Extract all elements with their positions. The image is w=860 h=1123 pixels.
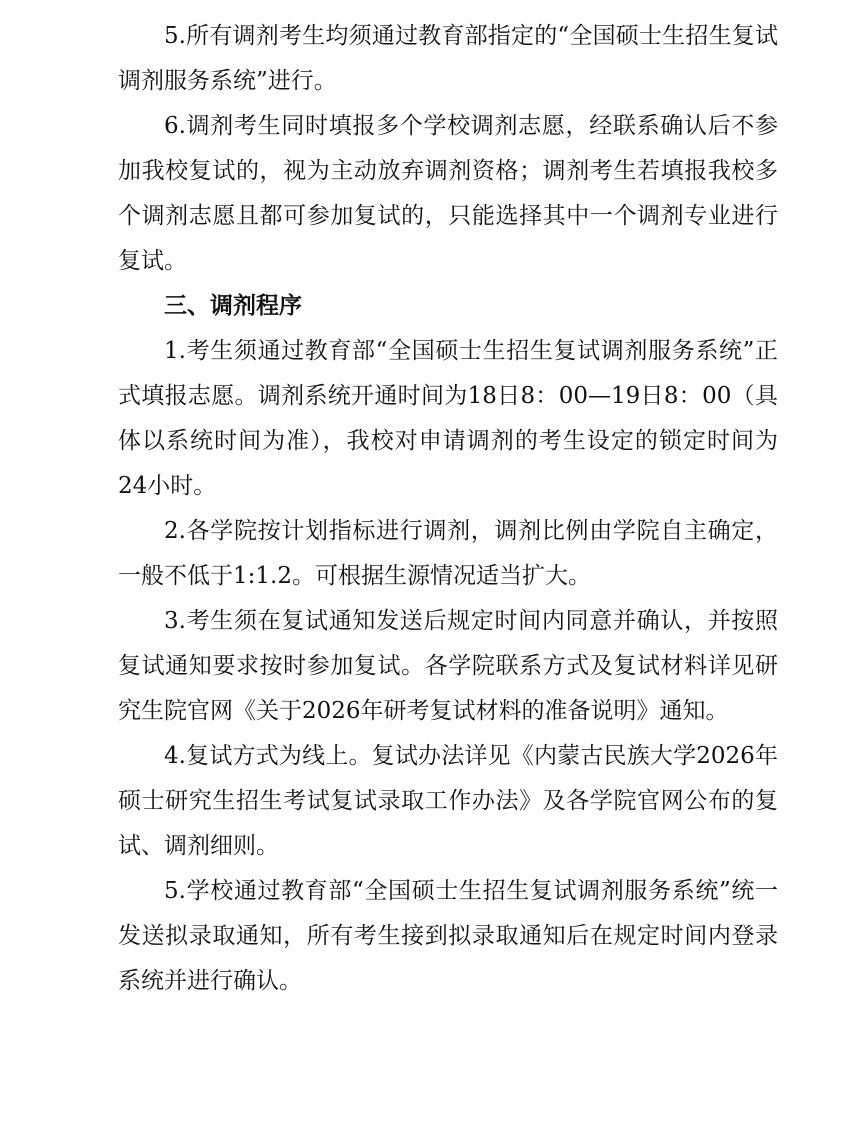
- paragraph-item-5-system: 5.所有调剂考生均须通过教育部指定的“全国硕士生招生复试调剂服务系统”进行。: [118, 23, 778, 94]
- paragraph-step-3: 3.考生须在复试通知发送后规定时间内同意并确认，并按照复试通知要求按时参加复试。各学院联系方式及复试材料详见研究生院官网《关于2026年研考复试材料的准备说明》通知。: [118, 608, 778, 724]
- paragraph-step-2: 2.各学院按计划指标进行调剂，调剂比例由学院自主确定，一般不低于1:1.2。可根据生源情况适当扩大。: [118, 518, 778, 589]
- document-page: [118, 14, 778, 1004]
- paragraph-step-5: 5.学校通过教育部“全国硕士生招生复试调剂服务系统”统一发送拟录取通知，所有考生接到拟录取通知后在规定时间内登录系统并进行确认。: [118, 878, 778, 994]
- paragraph-step-4: 4.复试方式为线上。复试办法详见《内蒙古民族大学2026年硕士研究生招生考试复试录取工作办法》及各学院官网公布的复试、调剂细则。: [118, 743, 778, 859]
- paragraph-item-6-multiple-choices: 6.调剂考生同时填报多个学校调剂志愿，经联系确认后不参加我校复试的，视为主动放弃调剂资格；调剂考生若填报我校多个调剂志愿且都可参加复试的，只能选择其中一个调剂专业进行复试。: [118, 113, 778, 274]
- section-heading: 三、调剂程序: [164, 293, 302, 319]
- paragraph-step-1: 1.考生须通过教育部“全国硕士生招生复试调剂服务系统”正式填报志愿。调剂系统开通时间为18日8：00—19日8：00（具体以系统时间为准），我校对申请调剂的考生设定的锁定时间为24小时。: [118, 338, 778, 499]
